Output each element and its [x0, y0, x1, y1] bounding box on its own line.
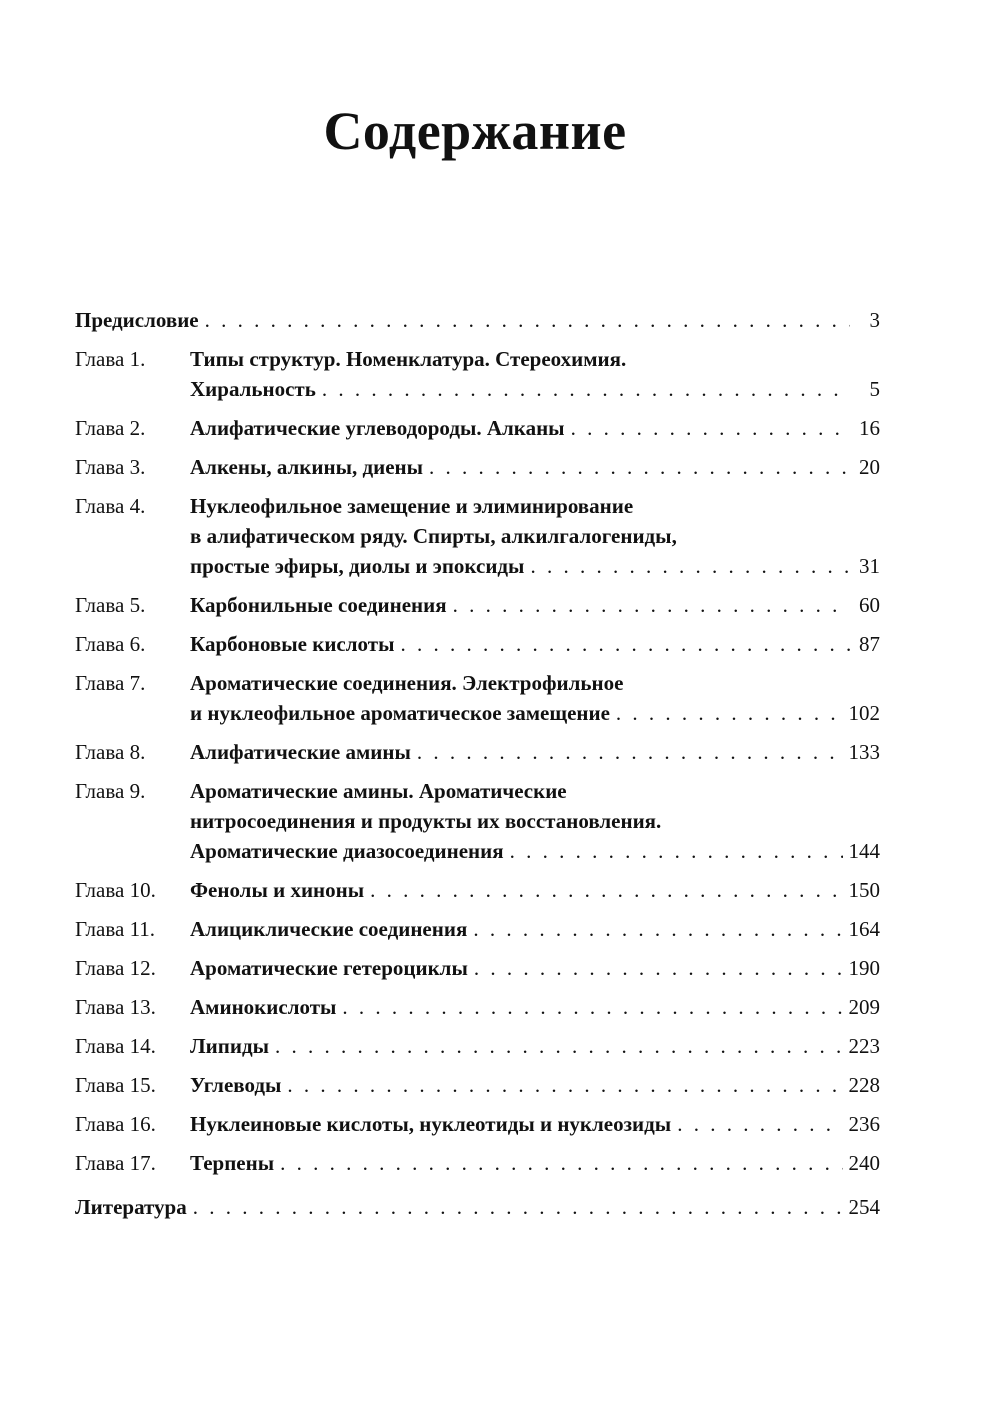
dot-leader: [205, 305, 850, 335]
page-title: Содержание: [323, 101, 627, 161]
title-line: [190, 521, 880, 551]
title-text: Хиральность: [190, 377, 316, 401]
toc-entry: [75, 413, 880, 443]
title-line: [190, 914, 880, 944]
dot-leader: [322, 374, 850, 404]
title-text: Предисловие: [75, 308, 199, 332]
toc-entry-title: [190, 344, 880, 404]
title-text: Алифатические углеводороды. Алканы: [190, 416, 565, 440]
toc-entry-title: [190, 452, 880, 482]
page-number: 150: [848, 878, 880, 902]
dot-leader: [473, 914, 842, 944]
toc-entry-title: [190, 992, 880, 1022]
dot-leader: [474, 953, 843, 983]
dot-leader: [429, 452, 850, 482]
title-text: Литература: [75, 1195, 187, 1219]
title-text: Карбонильные соединения: [190, 593, 447, 617]
chapter-label: Глава 14.: [75, 1034, 156, 1058]
title-line: [190, 737, 880, 767]
dot-leader: [280, 1148, 842, 1178]
title-text: Алифатические амины: [190, 740, 411, 764]
page-number: 164: [848, 917, 880, 941]
toc-entry: [75, 776, 880, 866]
toc-entry-title: [190, 1148, 880, 1178]
toc-entry: [75, 1031, 880, 1061]
toc-entry: [75, 1070, 880, 1100]
toc-entry: [75, 953, 880, 983]
toc-entry: [75, 1148, 880, 1178]
dot-leader: [370, 875, 842, 905]
toc-entry: [75, 452, 880, 482]
toc-entry-title: [75, 305, 880, 335]
title-text: Терпены: [190, 1151, 275, 1175]
page-number: 16: [859, 416, 880, 440]
toc-entry-title: [190, 737, 880, 767]
page-number: 87: [859, 632, 880, 656]
toc-entry-title: [190, 491, 880, 581]
title-text: Нуклеиновые кислоты, нуклеотиды и нуклеозиды: [190, 1112, 672, 1136]
page-number: 144: [848, 839, 880, 863]
dot-leader: [677, 1109, 842, 1139]
toc-entry-title: [190, 1109, 880, 1139]
toc-entry: [75, 737, 880, 767]
chapter-label: Глава 7.: [75, 671, 146, 695]
chapter-label: Глава 8.: [75, 740, 146, 764]
toc-entry-title: [190, 413, 880, 443]
title-text: Алициклические соединения: [190, 917, 468, 941]
toc-entry: [75, 491, 880, 581]
title-line: [190, 1031, 880, 1061]
chapter-label: Глава 11.: [75, 917, 156, 941]
title-text: Углеводы: [190, 1073, 282, 1097]
page-number: 60: [859, 593, 880, 617]
title-line: [75, 305, 880, 335]
toc-entry: [75, 668, 880, 728]
toc-entry: [75, 914, 880, 944]
chapter-label: Глава 1.: [75, 347, 146, 371]
title-line: [190, 806, 880, 836]
toc-entry: [75, 875, 880, 905]
page-number: 133: [848, 740, 880, 764]
dot-leader: [287, 1070, 842, 1100]
toc-entry: [75, 305, 880, 335]
title-line: [190, 668, 880, 698]
title-line: [190, 590, 880, 620]
title-text: Аминокислоты: [190, 995, 337, 1019]
page-number: 3: [869, 308, 880, 332]
chapter-label: Глава 10.: [75, 878, 156, 902]
chapter-label: Глава 12.: [75, 956, 156, 980]
chapter-label: Глава 15.: [75, 1073, 156, 1097]
page-number: 240: [848, 1151, 880, 1175]
title-line: [75, 1192, 880, 1222]
page-number: 223: [848, 1034, 880, 1058]
chapter-label: Глава 3.: [75, 455, 146, 479]
toc-entry: [75, 1109, 880, 1139]
title-text: Ароматические соединения. Электрофильное: [190, 671, 624, 695]
page-number: 190: [848, 956, 880, 980]
chapter-label: Глава 6.: [75, 632, 146, 656]
chapter-label: Глава 16.: [75, 1112, 156, 1136]
title-line: [190, 413, 880, 443]
dot-leader: [417, 737, 843, 767]
title-line: [190, 374, 880, 404]
chapter-label: Глава 17.: [75, 1151, 156, 1175]
toc-entry-title: [190, 914, 880, 944]
toc-entry-title: [190, 953, 880, 983]
toc-entry-title: [75, 1192, 880, 1222]
toc-entry-title: [190, 776, 880, 866]
title-text: Фенолы и хиноны: [190, 878, 365, 902]
dot-leader: [193, 1192, 843, 1222]
title-text: Ароматические гетероциклы: [190, 956, 468, 980]
dot-leader: [616, 698, 843, 728]
chapter-label: Глава 9.: [75, 779, 146, 803]
title-text: в алифатическом ряду. Спирты, алкилгалогениды,: [190, 524, 677, 548]
dot-leader: [275, 1031, 843, 1061]
title-line: [190, 836, 880, 866]
toc-entry-title: [190, 590, 880, 620]
title-line: [190, 992, 880, 1022]
title-text: нитросоединения и продукты их восстановления.: [190, 809, 662, 833]
title-text: Ароматические амины. Ароматические: [190, 779, 567, 803]
title-line: [190, 1070, 880, 1100]
title-text: Липиды: [190, 1034, 269, 1058]
page-number: 228: [848, 1073, 880, 1097]
title-text: и нуклеофильное ароматическое замещение: [190, 701, 610, 725]
title-text: Нуклеофильное замещение и элиминирование: [190, 494, 634, 518]
title-text: Алкены, алкины, диены: [190, 455, 424, 479]
chapter-label: Глава 5.: [75, 593, 146, 617]
title-line: [190, 1109, 880, 1139]
title-line: [190, 629, 880, 659]
chapter-label: Глава 2.: [75, 416, 146, 440]
title-line: [190, 698, 880, 728]
dot-leader: [342, 992, 842, 1022]
page-number: 31: [859, 554, 880, 578]
title-text: Ароматические диазосоединения: [190, 839, 504, 863]
toc-entry: [75, 1192, 880, 1222]
dot-leader: [530, 551, 850, 581]
title-line: [190, 452, 880, 482]
title-line: [190, 953, 880, 983]
dot-leader: [571, 413, 850, 443]
title-line: [190, 344, 880, 374]
title-text: Типы структур. Номенклатура. Стереохимия.: [190, 347, 627, 371]
page-number: 102: [848, 701, 880, 725]
page-number: 254: [848, 1195, 880, 1219]
page-number: 209: [848, 995, 880, 1019]
title-line: [190, 551, 880, 581]
title-line: [190, 875, 880, 905]
chapter-label: Глава 4.: [75, 494, 146, 518]
toc-entry-title: [190, 629, 880, 659]
title-line: [190, 1148, 880, 1178]
dot-leader: [400, 629, 850, 659]
title-text: простые эфиры, диолы и эпоксиды: [190, 554, 525, 578]
title-text: Карбоновые кислоты: [190, 632, 395, 656]
toc-entry: [75, 590, 880, 620]
title-line: [190, 776, 880, 806]
page-number: 5: [869, 377, 880, 401]
toc-entry-title: [190, 668, 880, 728]
page-number: 20: [859, 455, 880, 479]
toc-entry: [75, 344, 880, 404]
toc-entry: [75, 629, 880, 659]
page-number: 236: [848, 1112, 880, 1136]
toc-entry-title: [190, 1031, 880, 1061]
table-of-contents: [75, 305, 880, 1231]
toc-entry: [75, 992, 880, 1022]
chapter-label: Глава 13.: [75, 995, 156, 1019]
dot-leader: [510, 836, 843, 866]
title-line: [190, 491, 880, 521]
toc-entry-title: [190, 875, 880, 905]
toc-entry-title: [190, 1070, 880, 1100]
dot-leader: [453, 590, 850, 620]
